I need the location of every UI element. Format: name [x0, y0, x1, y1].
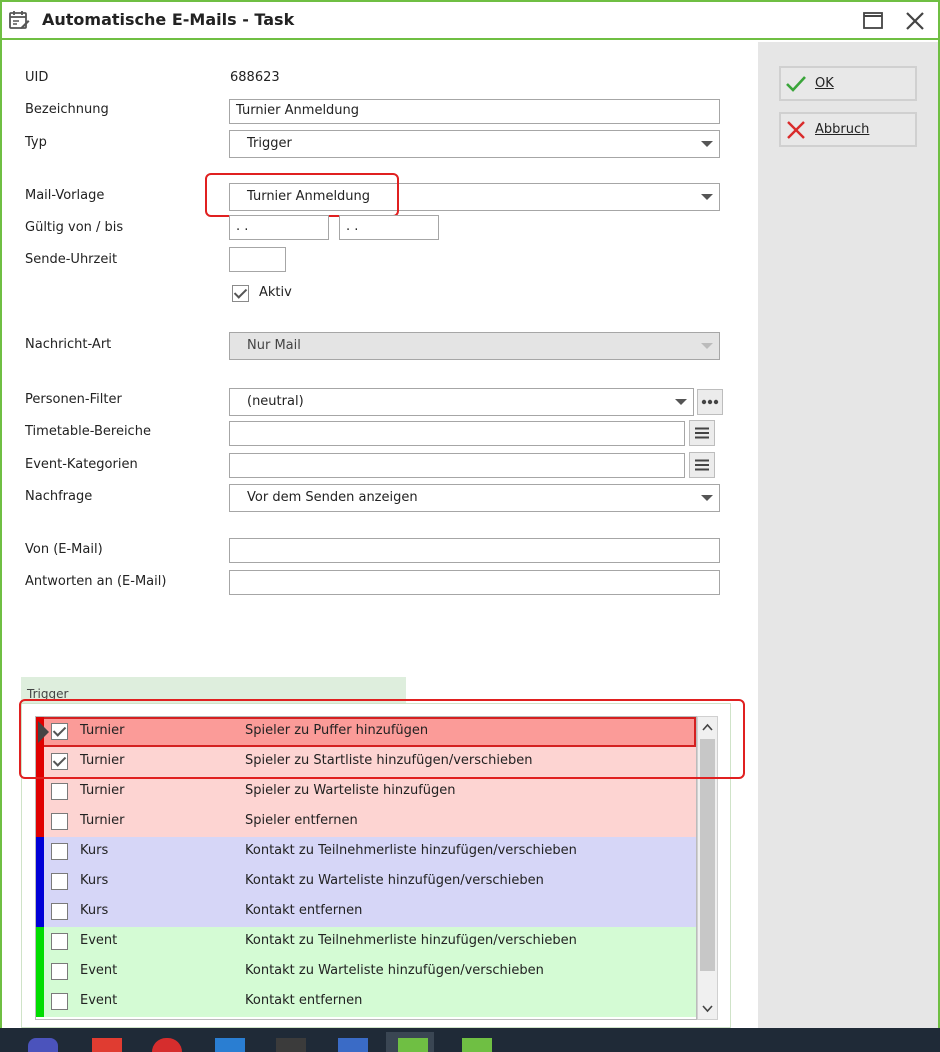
trigger-category: Kurs	[80, 903, 109, 918]
trigger-row[interactable]	[36, 807, 696, 837]
nachfrage-value: Vor dem Senden anzeigen	[247, 490, 418, 505]
abbruch-label: Abbruch	[815, 122, 870, 137]
more-options-button[interactable]	[697, 389, 723, 415]
taskbar	[0, 1028, 940, 1052]
category-color-bar	[36, 867, 44, 897]
trigger-category: Event	[80, 993, 118, 1008]
chevron-down-icon[interactable]	[669, 389, 693, 415]
trigger-category: Event	[80, 963, 118, 978]
trigger-row[interactable]	[36, 867, 696, 897]
trigger-checkbox[interactable]	[51, 843, 68, 860]
button-panel	[758, 42, 938, 1028]
trigger-checkbox[interactable]	[51, 933, 68, 950]
teams-icon[interactable]	[28, 1038, 58, 1052]
checkmark-icon	[785, 74, 807, 94]
nachricht-art-select	[229, 332, 720, 360]
trigger-group-title: Trigger	[21, 677, 406, 703]
antworten-an-input[interactable]	[229, 570, 720, 595]
trigger-checkbox[interactable]	[51, 963, 68, 980]
ok-label: OK	[815, 76, 834, 91]
scroll-thumb[interactable]	[700, 739, 715, 971]
nachricht-art-value: Nur Mail	[247, 338, 301, 353]
trigger-checkbox[interactable]	[51, 753, 68, 770]
category-color-bar	[36, 747, 44, 777]
antworten-an-label: Antworten an (E-Mail)	[25, 574, 167, 589]
title-bar	[2, 2, 938, 40]
event-kategorien-input[interactable]	[229, 453, 685, 478]
trigger-row[interactable]	[36, 837, 696, 867]
trigger-table	[35, 716, 697, 1020]
personen-filter-select[interactable]	[229, 388, 694, 416]
list-icon	[694, 459, 710, 471]
chevron-down-icon[interactable]	[695, 485, 719, 511]
app-doc-icon[interactable]	[338, 1038, 368, 1052]
trigger-action: Spieler zu Warteliste hinzufügen	[245, 783, 456, 798]
trigger-row[interactable]	[36, 777, 696, 807]
von-email-label: Von (E-Mail)	[25, 542, 103, 557]
uid-label: UID	[25, 70, 49, 85]
trigger-checkbox[interactable]	[51, 723, 68, 740]
event-kategorien-list-button[interactable]	[689, 452, 715, 478]
chevron-down-icon[interactable]	[695, 131, 719, 157]
app-circle-icon[interactable]	[152, 1038, 182, 1052]
timetable-bereiche-label: Timetable-Bereiche	[25, 424, 151, 439]
uid-value: 688623	[230, 70, 280, 85]
window-title: Automatische E-Mails - Task	[42, 10, 295, 29]
trigger-category: Turnier	[80, 783, 125, 798]
list-icon	[694, 427, 710, 439]
trigger-row[interactable]	[36, 897, 696, 927]
von-email-input[interactable]	[229, 538, 720, 563]
trigger-action: Kontakt zu Teilnehmerliste hinzufügen/verschieben	[245, 843, 577, 858]
aktiv-checkbox[interactable]	[232, 285, 249, 302]
personen-filter-value: (neutral)	[247, 394, 304, 409]
pcc-icon-2[interactable]	[462, 1038, 492, 1052]
gueltig-label: Gültig von / bis	[25, 220, 124, 235]
category-color-bar	[36, 957, 44, 987]
trigger-action: Kontakt zu Warteliste hinzufügen/verschieben	[245, 963, 544, 978]
nachricht-art-label: Nachricht-Art	[25, 337, 112, 352]
trigger-action: Spieler zu Startliste hinzufügen/verschieben	[245, 753, 533, 768]
sende-uhrzeit-label: Sende-Uhrzeit	[25, 252, 118, 267]
event-kategorien-label: Event-Kategorien	[25, 457, 138, 472]
typ-value: Trigger	[247, 136, 292, 151]
category-color-bar	[36, 777, 44, 807]
trigger-category: Turnier	[80, 723, 125, 738]
trigger-row[interactable]	[36, 717, 696, 747]
trigger-category: Turnier	[80, 813, 125, 828]
nachfrage-label: Nachfrage	[25, 489, 93, 504]
category-color-bar	[36, 987, 44, 1017]
chevron-down-icon[interactable]	[695, 184, 719, 210]
timetable-list-button[interactable]	[689, 420, 715, 446]
mail-vorlage-value: Turnier Anmeldung	[247, 189, 371, 204]
gueltig-bis-input[interactable]: . .	[339, 215, 439, 240]
chevron-down-icon	[695, 333, 719, 359]
typ-select[interactable]	[229, 130, 720, 158]
trigger-action: Kontakt zu Teilnehmerliste hinzufügen/verschieben	[245, 933, 577, 948]
trigger-category: Event	[80, 933, 118, 948]
trigger-checkbox[interactable]	[51, 903, 68, 920]
cross-icon	[785, 120, 807, 140]
close-icon[interactable]	[902, 8, 928, 34]
trigger-checkbox[interactable]	[51, 873, 68, 890]
trigger-row[interactable]	[36, 957, 696, 987]
scroll-up-icon[interactable]	[701, 721, 714, 735]
app-blue-icon[interactable]	[215, 1038, 245, 1052]
row-selector-icon	[38, 721, 49, 743]
pcc-icon[interactable]	[398, 1038, 428, 1052]
bezeichnung-label: Bezeichnung	[25, 102, 109, 117]
calendar-edit-icon	[8, 9, 30, 31]
mail-vorlage-select[interactable]	[229, 183, 720, 211]
mail-vorlage-label: Mail-Vorlage	[25, 188, 105, 203]
nachfrage-select[interactable]	[229, 484, 720, 512]
trigger-action: Kontakt entfernen	[245, 993, 363, 1008]
trigger-category: Turnier	[80, 753, 125, 768]
timetable-bereiche-input[interactable]	[229, 421, 685, 446]
maximize-icon[interactable]	[860, 8, 886, 34]
trigger-checkbox[interactable]	[51, 993, 68, 1010]
scroll-down-icon[interactable]	[701, 1001, 714, 1015]
ok-button[interactable]	[779, 66, 917, 101]
category-color-bar	[36, 897, 44, 927]
trigger-row[interactable]	[36, 927, 696, 957]
bezeichnung-input[interactable]: Turnier Anmeldung	[229, 99, 720, 124]
gueltig-von-input[interactable]: . .	[229, 215, 329, 240]
category-color-bar	[36, 927, 44, 957]
trigger-row[interactable]	[36, 987, 696, 1017]
trigger-action: Spieler zu Puffer hinzufügen	[245, 723, 429, 738]
more-dots-icon	[701, 399, 719, 405]
abbruch-button[interactable]	[779, 112, 917, 147]
category-color-bar	[36, 837, 44, 867]
trigger-row[interactable]	[36, 747, 696, 777]
sende-uhrzeit-input[interactable]	[229, 247, 286, 272]
trigger-scrollbar[interactable]	[697, 716, 718, 1020]
trigger-checkbox[interactable]	[51, 813, 68, 830]
trigger-action: Kontakt entfernen	[245, 903, 363, 918]
typ-label: Typ	[25, 135, 47, 150]
app-dark-icon[interactable]	[276, 1038, 306, 1052]
aktiv-label: Aktiv	[259, 285, 292, 300]
trigger-action: Spieler entfernen	[245, 813, 358, 828]
trigger-category: Kurs	[80, 873, 109, 888]
personen-filter-label: Personen-Filter	[25, 392, 122, 407]
trigger-category: Kurs	[80, 843, 109, 858]
trigger-action: Kontakt zu Warteliste hinzufügen/verschieben	[245, 873, 544, 888]
category-color-bar	[36, 807, 44, 837]
trigger-checkbox[interactable]	[51, 783, 68, 800]
app-red-icon[interactable]	[92, 1038, 122, 1052]
